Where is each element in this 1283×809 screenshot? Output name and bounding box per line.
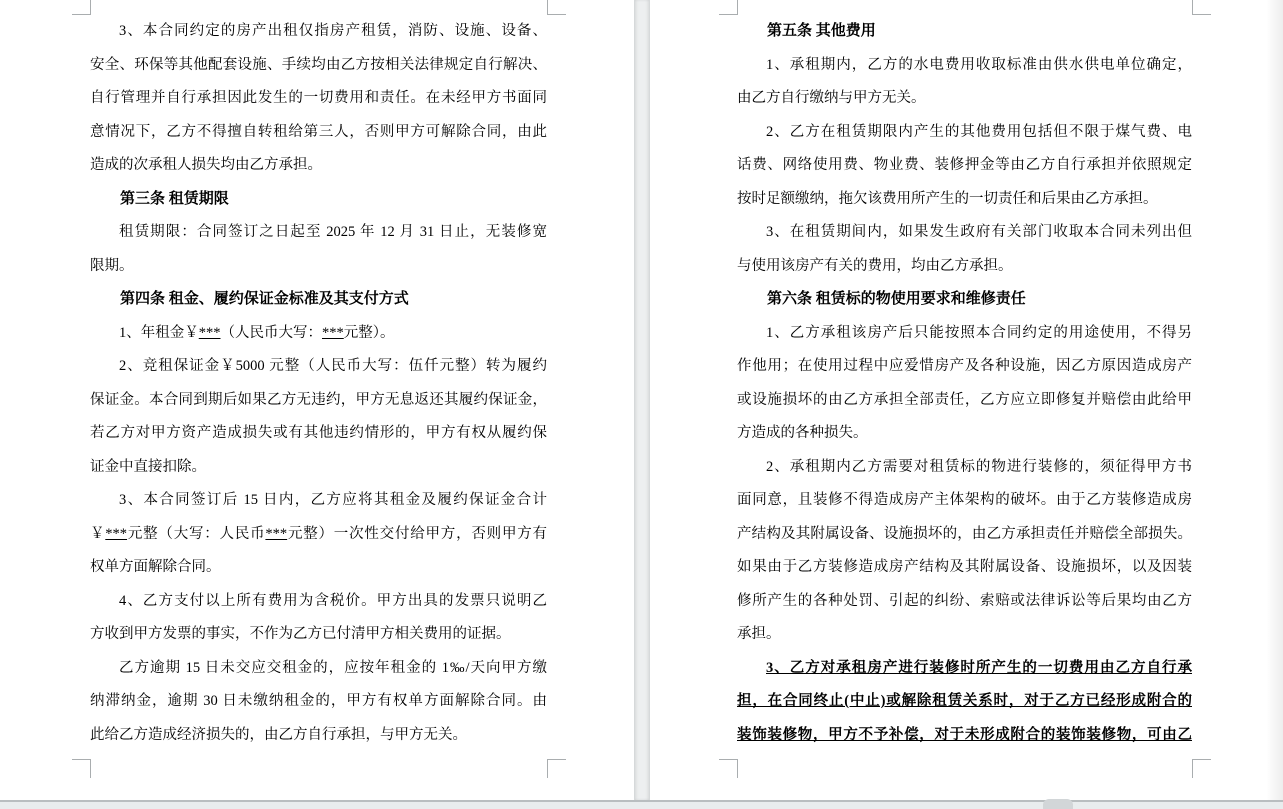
contract-line: 造成的次承租人损失均由乙方承担。	[90, 157, 322, 173]
contract-line: 2、承租期内乙方需要对租赁标的物进行装修的，须征得甲方书	[766, 458, 1192, 475]
contract-line: 纳滞纳金，逾期 30 日未缴纳租金的，甲方有权单方面解除合同。由	[90, 693, 547, 709]
text-boundary-mark	[547, 0, 566, 15]
contract-line: 话费、网络使用费、物业费、装修押金等由乙方自行承担并依照规定	[737, 157, 1192, 173]
text-boundary-mark	[1192, 759, 1211, 778]
contract-line: ￥***元整（大写：人民币***元整）一次性交付给甲方，否则甲方有	[90, 525, 548, 542]
contract-line: 1、承租期内，乙方的水电费用收取标准由供水供电单位确定，	[766, 56, 1192, 73]
contract-line: 证金中直接扣除。	[90, 458, 206, 475]
contract-line: 第五条 其他费用	[767, 23, 876, 39]
contract-line: 限期。	[90, 257, 134, 274]
contract-line: 方造成的各种损失。	[737, 425, 868, 441]
contract-line: 自行管理并自行承担因此发生的一切费用和责任。在未经甲方书面同	[90, 90, 547, 106]
contract-line: 或设施损坏的由乙方承担全部责任，乙方应立即修复并赔偿由此给甲	[737, 391, 1192, 408]
contract-line: 由乙方自行缴纳与甲方无关。	[737, 90, 926, 106]
text-boundary-mark	[719, 759, 738, 778]
contract-line: 若乙方对甲方资产造成损失或有其他违约情形的，甲方有权从履约保	[90, 425, 547, 441]
text-boundary-mark	[547, 759, 566, 778]
contract-line: 第六条 租赁标的物使用要求和维修责任	[767, 291, 1026, 307]
text-boundary-mark	[1192, 0, 1211, 15]
contract-line: 如果由于乙方装修造成房产结构及其附属设备、设施损坏，以及因装	[737, 559, 1192, 575]
contract-line: 3、本合同约定的房产出租仅指房产租赁，消防、设施、设备、	[119, 23, 547, 39]
contract-text-column-right	[737, 0, 1192, 800]
contract-line: 方收到甲方发票的事实，不作为乙方已付清甲方相关费用的证据。	[90, 626, 511, 642]
contract-line: 第四条 租金、履约保证金标准及其支付方式	[120, 291, 409, 307]
contract-line: 按时足额缴纳，拖欠该费用所产生的一切责任和后果由乙方承担。	[737, 190, 1158, 207]
contract-line: 保证金。本合同到期后如果乙方无违约，甲方无息返还其履约保证金，	[90, 391, 547, 408]
contract-line: 乙方逾期 15 日未交应交租金的，应按年租金的 1‰/天向甲方缴	[119, 659, 547, 676]
contract-line: 担，在合同终止(中止)或解除租赁关系时，对于乙方已经形成附合的	[737, 693, 1192, 709]
contract-line: 3、乙方对承租房产进行装修时所产生的一切费用由乙方自行承	[766, 659, 1192, 676]
contract-line: 2、乙方在租赁期限内产生的其他费用包括但不限于煤气费、电	[766, 123, 1192, 140]
contract-line: 2、竞租保证金￥5000 元整（人民币大写：伍仟元整）转为履约	[119, 358, 547, 374]
page-gap	[634, 0, 650, 800]
text-boundary-mark	[72, 0, 91, 15]
contract-line: 装饰装修物，甲方不予补偿，对于未形成附合的装饰装修物，可由乙	[737, 726, 1192, 743]
bottom-edge-strip	[0, 800, 1283, 809]
contract-line: 作他用；在使用过程中应爱惜房产及各种设施，因乙方原因造成房产	[737, 358, 1192, 374]
contract-line: 4、乙方支付以上所有费用为含税价。甲方出具的发票只说明乙	[119, 592, 547, 609]
contract-line: 与使用该房产有关的费用，均由乙方承担。	[737, 257, 1013, 274]
text-boundary-mark	[719, 0, 738, 15]
scrollbar-handle[interactable]	[1043, 799, 1073, 809]
contract-line: 第三条 租赁期限	[120, 190, 229, 207]
contract-line: 1、年租金￥***（人民币大写：***元整）。	[119, 324, 395, 341]
contract-line: 产结构及其附属设备、设施损坏的，由乙方承担责任并赔偿全部损失。	[737, 525, 1192, 542]
contract-line: 此给乙方造成经济损失的，由乙方自行承担，与甲方无关。	[90, 726, 467, 743]
contract-line: 意情况下，乙方不得擅自转租给第三人，否则甲方可解除合同，由此	[90, 123, 547, 140]
contract-line: 权单方面解除合同。	[90, 559, 221, 575]
contract-line: 安全、环保等其他配套设施、手续均由乙方按相关法律规定自行解决、	[90, 56, 547, 73]
page-right-edge-shadow	[1266, 0, 1283, 800]
contract-text-column-left	[90, 0, 547, 800]
text-boundary-mark	[72, 759, 91, 778]
contract-line: 承担。	[737, 626, 781, 642]
contract-line: 租赁期限：合同签订之日起至 2025 年 12 月 31 日止，无装修宽	[119, 224, 547, 240]
contract-line: 修所产生的各种处罚、引起的纠纷、索赔或法律诉讼等后果均由乙方	[737, 592, 1192, 609]
contract-line: 3、本合同签订后 15 日内，乙方应将其租金及履约保证金合计	[119, 492, 547, 508]
contract-line: 面同意，且装修不得造成房产主体架构的破坏。由于乙方装修造成房	[737, 492, 1192, 508]
contract-line: 3、在租赁期间内，如果发生政府有关部门收取本合同未列出但	[766, 224, 1192, 240]
contract-line: 1、乙方承租该房产后只能按照本合同约定的用途使用，不得另	[766, 324, 1192, 341]
